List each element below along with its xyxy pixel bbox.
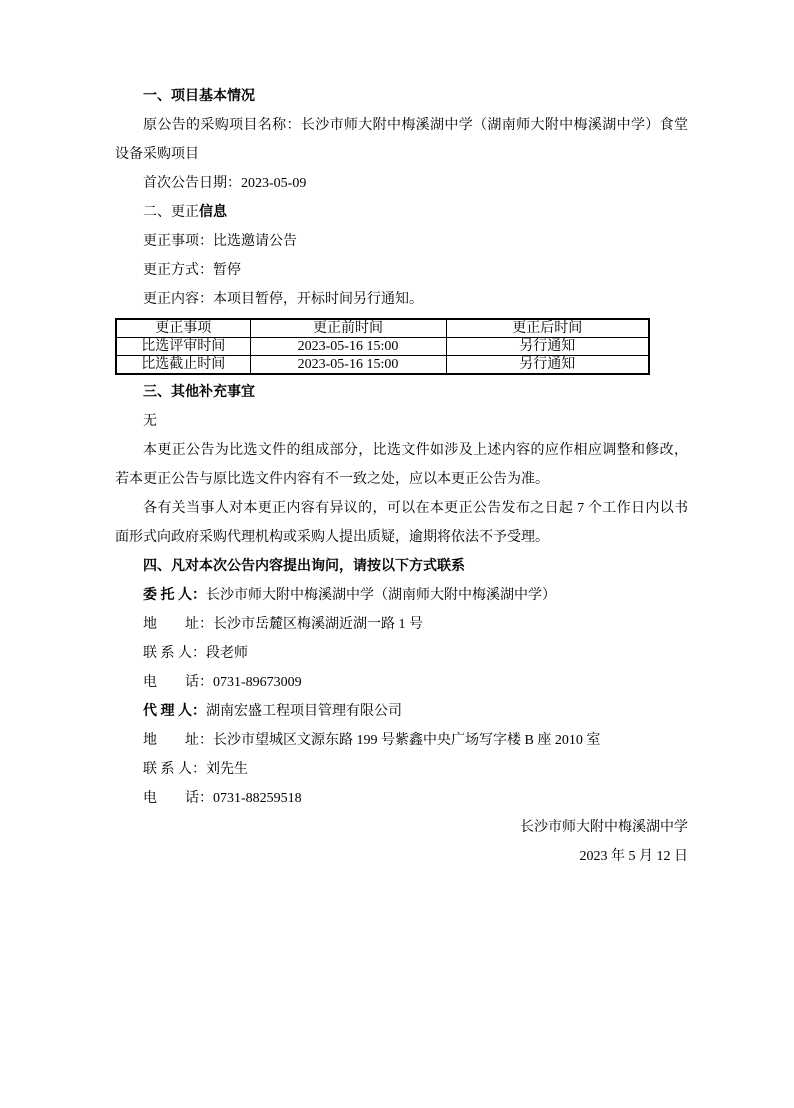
consignor-address-value: 长沙市岳麓区梅溪湖近湖一路 1 号 — [213, 617, 423, 632]
table-header-after-time: 更正后时间 — [446, 319, 649, 338]
original-project-name: 原公告的采购项目名称：长沙市师大附中梅溪湖中学（湖南师大附中梅溪湖中学）食堂设备采购项目 — [115, 118, 688, 162]
agent-label: 代 理 人： — [143, 704, 206, 719]
consignor-value: 长沙市师大附中梅溪湖中学（湖南师大附中梅溪湖中学） — [206, 588, 556, 603]
correction-item-line: 更正事项：比选邀请公告 — [143, 234, 297, 249]
section-2-heading-prefix: 二、更正 — [143, 205, 199, 220]
consignor-phone-value: 0731-89673009 — [213, 675, 302, 690]
consignor-contact-label: 联 系 人： — [143, 646, 206, 661]
table-cell-deadline-after: 另行通知 — [446, 356, 649, 375]
consignor-address-label: 地 址： — [143, 617, 213, 632]
table-header-before-time: 更正前时间 — [250, 319, 446, 338]
agent-address-label: 地 址： — [143, 733, 213, 748]
consignor-line — [115, 581, 688, 610]
agent-value: 湖南宏盛工程项目管理有限公司 — [206, 704, 402, 719]
table-cell-review-after: 另行通知 — [446, 338, 649, 356]
table-cell-deadline-before: 2023-05-16 15:00 — [250, 356, 446, 375]
correction-table-header-row — [116, 319, 649, 338]
footer-organization: 长沙市师大附中梅溪湖中学 — [520, 820, 688, 835]
correction-method-line: 更正方式：暂停 — [143, 263, 241, 278]
agent-address-value: 长沙市望城区文源东路 199 号紫鑫中央广场写字楼 B 座 2010 室 — [213, 733, 601, 748]
agent-contact-label: 联 系 人： — [143, 762, 206, 777]
section-4-heading: 四、凡对本次公告内容提出询问，请按以下方式联系 — [143, 559, 465, 574]
section-3-paragraph-1: 本更正公告为比选文件的组成部分，比选文件如涉及上述内容的应作相应调整和修改，若本更正公告与原比选文件内容有不一致之处，应以本更正公告为准。 — [115, 443, 688, 487]
footer-date: 2023 年 5 月 12 日 — [579, 849, 688, 864]
table-cell-review-item: 比选评审时间 — [116, 338, 250, 356]
section-3-paragraph-2: 各有关当事人对本更正内容有异议的，可以在本更正公告发布之日起 7 个工作日内以书面形式向政府采购代理机构或采购人提出质疑，逾期将依法不予受理。 — [115, 501, 688, 545]
correction-table — [115, 318, 650, 375]
table-row — [116, 356, 649, 375]
consignor-label: 委 托 人： — [143, 588, 206, 603]
table-cell-deadline-item: 比选截止时间 — [116, 356, 250, 375]
section-2-heading — [115, 198, 688, 227]
agent-address-line — [115, 726, 688, 755]
consignor-phone-line — [115, 668, 688, 697]
agent-phone-value: 0731-88259518 — [213, 791, 302, 806]
first-announcement-date: 首次公告日期：2023-05-09 — [143, 176, 307, 191]
table-header-item: 更正事项 — [116, 319, 250, 338]
table-row — [116, 338, 649, 356]
section-1-heading: 一、项目基本情况 — [143, 89, 255, 104]
consignor-contact-line — [115, 639, 688, 668]
consignor-contact-value: 段老师 — [206, 646, 248, 661]
section-2-heading-bold: 信息 — [199, 205, 227, 220]
agent-line — [115, 697, 688, 726]
section-3-heading: 三、其他补充事宜 — [143, 385, 255, 400]
section-3-none: 无 — [143, 414, 157, 429]
table-cell-review-before: 2023-05-16 15:00 — [250, 338, 446, 356]
agent-phone-line — [115, 784, 688, 813]
agent-contact-line — [115, 755, 688, 784]
agent-contact-value: 刘先生 — [206, 762, 248, 777]
correction-content-line: 更正内容：本项目暂停，开标时间另行通知。 — [143, 292, 423, 307]
consignor-address-line — [115, 610, 688, 639]
consignor-phone-label: 电 话： — [143, 675, 213, 690]
agent-phone-label: 电 话： — [143, 791, 213, 806]
